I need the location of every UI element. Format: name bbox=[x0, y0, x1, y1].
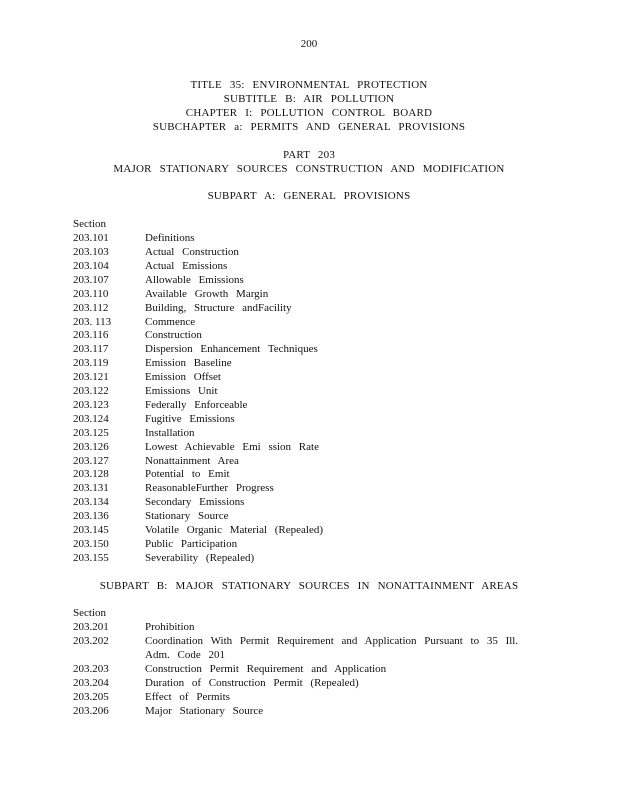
section-title: Volatile Organic Material (Repealed) bbox=[145, 524, 324, 536]
section-title: Commence bbox=[145, 316, 196, 328]
section-number: 203.155 bbox=[73, 552, 109, 564]
section-title: Installation bbox=[145, 427, 195, 439]
section-number: 203.206 bbox=[73, 705, 109, 717]
section-number: 203.204 bbox=[73, 677, 109, 689]
subpart-b-section-label: Section bbox=[73, 607, 106, 619]
section-number: 203.124 bbox=[73, 413, 109, 425]
part-title: MAJOR STATIONARY SOURCES CONSTRUCTION AND MODIFICATION bbox=[113, 163, 505, 175]
section-title: Available Growth Margin bbox=[145, 288, 269, 300]
section-title: Coordination With Permit Requirement and Application Pursuant to 35 Ill. bbox=[145, 635, 519, 647]
section-number: 203.117 bbox=[73, 343, 109, 355]
section-number: 203.107 bbox=[73, 274, 109, 286]
section-title: Prohibition bbox=[145, 621, 195, 633]
section-title: Dispersion Enhancement Techniques bbox=[145, 343, 318, 355]
section-title: Actual Construction bbox=[145, 246, 239, 258]
title-line: TITLE 35: ENVIRONMENTAL PROTECTION bbox=[190, 79, 428, 91]
section-number: 203.134 bbox=[73, 496, 109, 508]
section-title: ReasonableFurther Progress bbox=[145, 482, 274, 494]
section-title: Actual Emissions bbox=[145, 260, 228, 272]
section-title-continuation: Adm. Code 201 bbox=[145, 649, 225, 661]
section-number: 203.126 bbox=[73, 441, 109, 453]
subpart-a-section-label: Section bbox=[73, 218, 106, 230]
section-number: 203.121 bbox=[73, 371, 109, 383]
section-number: 203.128 bbox=[73, 468, 109, 480]
section-title: Federally Enforceable bbox=[145, 399, 248, 411]
section-number: 203.103 bbox=[73, 246, 109, 258]
section-number: 203.110 bbox=[73, 288, 109, 300]
section-number: 203.136 bbox=[73, 510, 109, 522]
section-title: Emission Baseline bbox=[145, 357, 232, 369]
section-number: 203.202 bbox=[73, 635, 109, 647]
section-number: 203.205 bbox=[73, 691, 109, 703]
section-title: Construction Permit Requirement and Application bbox=[145, 663, 387, 675]
section-title: Nonattainment Area bbox=[145, 455, 239, 467]
section-number: 203.125 bbox=[73, 427, 109, 439]
section-number: 203.145 bbox=[73, 524, 109, 536]
section-number: 203.112 bbox=[73, 302, 109, 314]
section-number: 203.201 bbox=[73, 621, 109, 633]
section-title: Duration of Construction Permit (Repealed) bbox=[145, 677, 359, 689]
section-title: Fugitive Emissions bbox=[145, 413, 235, 425]
section-title: Potential to Emit bbox=[145, 468, 230, 480]
section-number: 203. 113 bbox=[73, 316, 112, 328]
section-title: Lowest Achievable Emi ssion Rate bbox=[145, 441, 319, 453]
part-line: PART 203 bbox=[282, 149, 336, 161]
section-number: 203.127 bbox=[73, 455, 109, 467]
section-title: Allowable Emissions bbox=[145, 274, 244, 286]
section-title: Effect of Permits bbox=[145, 691, 230, 703]
section-title: Emissions Unit bbox=[145, 385, 218, 397]
section-title: Stationary Source bbox=[145, 510, 229, 522]
section-title: Emission Offset bbox=[145, 371, 221, 383]
section-title: Definitions bbox=[145, 232, 195, 244]
section-title: Severability (Repealed) bbox=[145, 552, 255, 564]
section-number: 203.131 bbox=[73, 482, 109, 494]
section-title: Secondary Emissions bbox=[145, 496, 245, 508]
section-number: 203.104 bbox=[73, 260, 109, 272]
section-number: 203.203 bbox=[73, 663, 109, 675]
section-title: Construction bbox=[145, 329, 202, 341]
section-number: 203.116 bbox=[73, 329, 109, 341]
page-number: 200 bbox=[300, 38, 318, 50]
section-number: 203.122 bbox=[73, 385, 109, 397]
section-number: 203.101 bbox=[73, 232, 109, 244]
section-number: 203.123 bbox=[73, 399, 109, 411]
section-title: Public Participation bbox=[145, 538, 238, 550]
section-title: Building, Structure andFacility bbox=[145, 302, 292, 314]
section-number: 203.150 bbox=[73, 538, 109, 550]
section-number: 203.119 bbox=[73, 357, 109, 369]
section-title: Major Stationary Source bbox=[145, 705, 264, 717]
subpart-b-heading: SUBPART B: MAJOR STATIONARY SOURCES IN NONATTAINMENT AREAS bbox=[99, 580, 519, 592]
chapter-line: CHAPTER I: POLLUTION CONTROL BOARD bbox=[185, 107, 433, 119]
subtitle-line: SUBTITLE B: AIR POLLUTION bbox=[223, 93, 395, 105]
subpart-a-heading: SUBPART A: GENERAL PROVISIONS bbox=[207, 190, 411, 202]
subchapter-line: SUBCHAPTER a: PERMITS AND GENERAL PROVISIONS bbox=[152, 121, 466, 133]
